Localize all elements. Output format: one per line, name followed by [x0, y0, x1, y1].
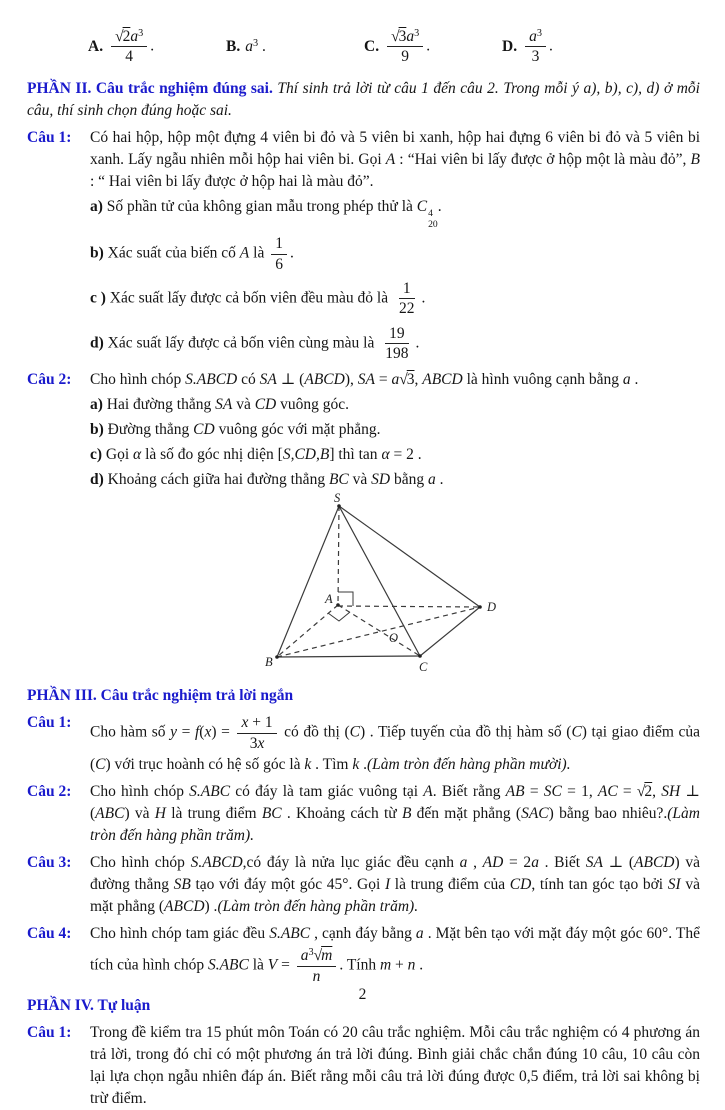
text-run: vuông góc. [276, 396, 350, 414]
part2-header [27, 78, 700, 122]
text-run: Cho hình chóp [90, 371, 186, 389]
center-label-o: O [389, 631, 399, 646]
text-run: a [300, 947, 309, 965]
text-run: : “ Hai viên bi lấy được ở hộp hai là màu đỏ”. [90, 172, 374, 190]
text-run: . [426, 37, 431, 55]
text-run: . Khoảng cách từ [281, 805, 402, 823]
text-run: SH [661, 783, 681, 801]
text-run: C [571, 723, 582, 741]
text-run: Xác suất lấy được cả bốn viên cùng màu là [103, 334, 379, 352]
superscript: 4 [428, 208, 433, 220]
text-run: SA [585, 854, 603, 872]
answer-option-b-label: B. [226, 37, 241, 55]
part3-question-2 [27, 781, 700, 847]
text-run: . [435, 471, 444, 489]
text-run: a [406, 28, 415, 45]
text-run: 6 [275, 255, 283, 273]
text-run: = [277, 956, 294, 974]
text-run: 3 [531, 48, 540, 66]
text-run: n [312, 967, 321, 985]
text-run: a) [90, 396, 103, 414]
text-run: k [304, 756, 312, 774]
text-run: a [459, 854, 468, 872]
answer-option-d-label: D. [502, 37, 518, 55]
part2-question-1-label: Câu 1: [27, 128, 72, 146]
vertex-label-a: A [325, 592, 333, 607]
radical-arg: 3 [398, 28, 407, 45]
sup-sub [428, 208, 438, 230]
fraction [271, 234, 287, 274]
part3-question-1-label: Câu 1: [27, 714, 72, 732]
part3-question-1 [27, 712, 700, 776]
text-run: B [690, 150, 700, 168]
fraction-denominator [309, 967, 325, 986]
fraction [395, 279, 419, 319]
text-run: d) [90, 334, 104, 352]
part3-question-4 [27, 923, 700, 987]
text-run: = [617, 783, 637, 801]
text-run: . Mặt bên tạo với mặt đáy một góc 60°. Thể tích của hình chóp [90, 925, 700, 974]
text-run: PHẦN II. Câu trắc nghiệm đúng sai. [27, 79, 273, 97]
fraction-denominator [121, 47, 137, 66]
text-run: . Biết [538, 854, 586, 872]
text-run: là trung điểm của [390, 876, 510, 894]
question-text [90, 712, 700, 776]
subscript: 20 [428, 219, 438, 231]
text-run: Gọi [102, 446, 134, 464]
statement-c [90, 444, 700, 466]
text-run: f [194, 723, 200, 741]
fraction-numerator [387, 27, 423, 47]
part2-question-2 [27, 369, 700, 491]
text-run: a [415, 925, 424, 943]
text-run: Xác suất của biến cố [103, 244, 240, 262]
fraction-numerator [237, 713, 276, 733]
text-run: 1 [275, 235, 283, 253]
text-run: α [381, 446, 390, 464]
text-run: , [652, 783, 662, 801]
text-run: Hai đường thẳng [102, 396, 216, 414]
text-run: = [374, 371, 392, 389]
text-run: AB [505, 783, 525, 801]
text-run: và [348, 471, 372, 489]
text-run: ) . [204, 898, 218, 916]
text-run: , [414, 371, 423, 389]
text-run: Cho hình chóp tam giác đều [90, 925, 270, 943]
text-run: SI [667, 876, 681, 894]
text-run: A [423, 783, 433, 801]
superscript: 3 [252, 37, 259, 49]
answer-option-a [88, 26, 226, 68]
part4-question-1-label: Câu 1: [27, 1023, 72, 1041]
statement-b [90, 419, 700, 441]
fraction-numerator [385, 324, 409, 344]
part2-question-2-label: Câu 2: [27, 371, 72, 389]
text-run: S,CD,B [282, 446, 330, 464]
fraction-denominator [528, 47, 544, 66]
text-run: Cho hình chóp [90, 783, 190, 801]
text-run: là [249, 244, 269, 262]
text-run: ) tại giao điểm của ( [90, 723, 701, 774]
superscript: 3 [414, 27, 420, 39]
text-run: , cạnh đáy bằng [310, 925, 416, 943]
radical-sign: √ [115, 28, 123, 45]
text-run: là hình vuông cạnh bằng [462, 371, 623, 389]
fraction [387, 27, 423, 67]
page-number: 2 [358, 986, 367, 1003]
question-text [90, 1022, 700, 1110]
text-run: = 2 . [389, 446, 422, 464]
text-run: c) [90, 446, 103, 464]
text-run: + [391, 956, 408, 974]
radical-sign: √ [399, 371, 407, 389]
text-run: tạo với đáy một góc 45°. Gọi [190, 876, 385, 894]
text-run: ⊥ ( [90, 783, 701, 823]
text-run: y [170, 723, 177, 741]
text-run: Có hai hộp, hộp một đựng 4 viên bi đỏ và 5 viên bi xanh, hộp hai đựng 6 viên bi đỏ và 5 viên bi xanh. Lấy ngẫu nhiên mỗi hộp hai viên bi. Gọi [90, 128, 700, 168]
part2-question-1 [27, 127, 700, 365]
answer-option-c [364, 26, 502, 68]
text-run: ) = [211, 723, 235, 741]
text-run: = [524, 783, 544, 801]
answer-options-row [88, 26, 700, 68]
fraction [237, 713, 276, 753]
text-run: Xác suất lấy được cả bốn viên đều màu đỏ là [105, 289, 392, 307]
text-run: 9 [401, 48, 410, 66]
text-run: , tính tan góc tạo bởi [531, 876, 668, 894]
text-run: C [95, 756, 106, 774]
text-run: d) [90, 471, 104, 489]
superscript: 3 [536, 27, 542, 39]
text-run: ) . Tiếp tuyến của đồ thị hàm số ( [359, 723, 572, 741]
radical-arg: 2 [122, 28, 131, 45]
text-run: vuông góc với mặt phẳng. [214, 421, 381, 439]
text-run: và [232, 396, 255, 414]
question-text [90, 369, 700, 391]
text-run: ABCD [422, 371, 463, 389]
radical-sign: √ [391, 28, 399, 45]
statement-d [90, 469, 700, 491]
text-run: 198 [385, 345, 409, 362]
text-run: SA [259, 371, 277, 389]
statement-a [90, 196, 700, 230]
vertex-label-d: D [487, 600, 497, 615]
question-text [90, 852, 700, 918]
answer-option-b [226, 36, 364, 58]
text-run: CD [193, 421, 215, 439]
text-run: Cho hình chóp [90, 854, 191, 872]
text-run: ] [329, 446, 335, 464]
text-run: S.ABCD [185, 371, 238, 389]
answer-option-d [502, 26, 640, 68]
text-run: Trong đề kiểm tra 15 phút môn Toán có 20 câu trắc nghiệm. Mỗi câu trắc nghiệm có 4 phương án trả lời, trong đó chỉ có một phương án trả lời đúng. Bình giải chắc chắn đúng 10 câu, 10 câu còn lại lựa chọn ngẫu nhiên đáp án. Biết rằng mỗi câu trả lời đúng được 0,5 điểm, trả lời sai không bị trừ điểm. [90, 1023, 700, 1107]
text-run: 22 [398, 300, 415, 318]
text-run: Đường thẳng [103, 421, 194, 439]
pyramid-svg [223, 493, 535, 677]
text-run: + 1 [248, 714, 273, 732]
text-run: H [154, 805, 166, 823]
text-run: BC [328, 471, 349, 489]
text-run: a [531, 854, 539, 872]
fraction [111, 27, 147, 67]
answer-option-a-label: A. [88, 37, 104, 55]
text-run: a [428, 471, 436, 489]
square-root [115, 28, 130, 45]
text-run: = 2 [503, 854, 532, 872]
text-run: B [401, 805, 412, 823]
part2-question-2-body [90, 369, 700, 491]
text-run: a [622, 371, 631, 389]
text-run: x [241, 714, 249, 732]
pyramid-figure [223, 493, 535, 677]
text-run: . [258, 37, 266, 55]
square-root [314, 947, 333, 964]
text-run: ⊥ ( [602, 854, 635, 872]
answer-option-d-formula [522, 26, 553, 68]
fraction-numerator [399, 279, 415, 299]
text-run: 3 [249, 734, 258, 752]
text-run: 19 [389, 324, 405, 342]
text-run: SA [357, 371, 375, 389]
text-run: bằng [390, 471, 428, 489]
text-run: . Tính [339, 956, 380, 974]
text-run: ABCD [304, 371, 345, 389]
text-run: (Làm tròn đến hàng phần mười). [366, 756, 571, 774]
text-run: Thí sinh trả lời từ câu 1 đến câu 2. Trong mỗi ý a), b), c), d) ở mỗi câu, thí sinh chọn đúng hoặc sai. [27, 79, 700, 119]
text-run: ABC [95, 805, 125, 823]
text-run: và mặt phẳng ( [90, 876, 700, 916]
answer-option-a-formula [108, 26, 154, 68]
text-run: , [467, 854, 483, 872]
text-run: a [391, 371, 400, 389]
text-run: = [177, 723, 195, 741]
text-run: CD [509, 876, 532, 894]
question-text [90, 781, 700, 847]
text-run: ) với trục hoành có hệ số góc là [105, 756, 305, 774]
text-run: . [359, 756, 367, 774]
text-run: b) [90, 244, 104, 262]
radical-sign: √ [313, 947, 322, 965]
text-run: là [248, 956, 268, 974]
text-run: V [267, 956, 278, 974]
question-text [90, 127, 700, 193]
fraction-denominator [271, 255, 287, 274]
text-run: ) bằng bao nhiêu?. [548, 805, 668, 823]
text-run: c ) [90, 289, 106, 307]
text-run: b) [90, 421, 104, 439]
text-run: Cho hàm số [90, 723, 171, 741]
text-run: k [352, 756, 360, 774]
text-run: thì tan [334, 446, 382, 464]
text-run: A [239, 244, 250, 262]
text-run: 4 [125, 48, 134, 66]
text-run: Số phần tử của không gian mẫu trong phép thử là [102, 197, 417, 215]
text-run: ⊥ ( [276, 371, 305, 389]
radical-arg: 2 [644, 783, 653, 801]
square-root [637, 783, 652, 800]
text-run: S.ABCD [190, 854, 243, 872]
text-run: . [289, 244, 294, 262]
text-run: là số đo góc nhị diện [141, 446, 278, 464]
fraction-denominator [381, 344, 412, 363]
text-run: (Làm tròn đến hàng phần trăm). [217, 898, 419, 916]
text-run: đến mặt phẳng ( [411, 805, 522, 823]
part3-header: PHẦN III. Câu trắc nghiệm trả lời ngắn [27, 687, 294, 705]
fraction-numerator [297, 946, 337, 966]
radical-sign: √ [636, 783, 645, 801]
text-run: 1 [402, 279, 411, 297]
text-run: là trung điểm [165, 805, 262, 823]
superscript: 3 [308, 947, 314, 959]
part3-question-2-label: Câu 2: [27, 783, 72, 801]
fraction [297, 946, 337, 986]
text-run: AD [482, 854, 504, 872]
text-run: SA [215, 396, 233, 414]
text-run: I [384, 876, 391, 894]
text-run: ABCD [634, 854, 675, 872]
text-run: : “Hai viên bi lấy được ở hộp một là màu đỏ”, [395, 150, 691, 168]
text-run: . [548, 37, 553, 55]
radical-arg: m [321, 947, 333, 965]
text-run: có [237, 371, 260, 389]
text-run: có đáy là tam giác vuông tại [230, 783, 424, 801]
statement-d [90, 323, 700, 365]
answer-option-c-label: C. [364, 37, 380, 55]
text-run: A [385, 150, 396, 168]
part3-question-3 [27, 852, 700, 918]
vertex-label-c: C [419, 660, 428, 675]
text-run: CD [254, 396, 277, 414]
text-run: a [529, 28, 537, 45]
text-run: có đồ thị ( [279, 723, 350, 741]
statement-a [90, 394, 700, 416]
part4-question-1 [27, 1022, 700, 1110]
text-run: . [630, 371, 639, 389]
vertex-label-b: B [265, 655, 273, 670]
text-run: . Biết rằng [432, 783, 506, 801]
answer-option-b-formula [245, 36, 266, 58]
text-run: . [150, 37, 155, 55]
fraction-numerator [271, 234, 287, 254]
part3-question-4-label: Câu 4: [27, 925, 72, 943]
answer-option-c-formula [384, 26, 430, 68]
text-run: m [379, 956, 392, 974]
text-run: = 1, [561, 783, 598, 801]
fraction-denominator [397, 47, 413, 66]
fraction [381, 324, 412, 364]
text-run: SB [173, 876, 191, 894]
text-run: ), [344, 371, 358, 389]
square-root [399, 371, 414, 388]
text-run: ) và [124, 805, 155, 823]
text-run: x [204, 723, 212, 741]
square-root [391, 28, 406, 45]
text-run: ,có đáy là nửa lục giác đều cạnh [242, 854, 460, 872]
text-run: SD [371, 471, 391, 489]
text-run: S.ABC [269, 925, 311, 943]
statement-c [90, 278, 700, 320]
fraction-numerator [525, 27, 546, 47]
text-run: BC [261, 805, 282, 823]
fraction-denominator [246, 734, 269, 753]
text-run: SC [543, 783, 562, 801]
text-run: . [421, 289, 426, 307]
fraction-denominator [395, 299, 419, 318]
radical-arg: 3 [406, 371, 415, 389]
text-run: a) [90, 197, 103, 215]
superscript: 3 [138, 27, 144, 39]
text-run: . [437, 197, 442, 215]
text-run: ( [199, 723, 205, 741]
text-run: S.ABC [207, 956, 249, 974]
text-run: . [415, 334, 420, 352]
text-run: a [130, 28, 139, 45]
part3-question-3-label: Câu 3: [27, 854, 72, 872]
text-run: S.ABC [189, 783, 231, 801]
text-run: n [407, 956, 416, 974]
text-run: C [416, 197, 428, 215]
question-text [90, 923, 700, 987]
text-run: α [133, 446, 142, 464]
text-run: ABCD [164, 898, 205, 916]
text-run: AC [597, 783, 618, 801]
part4-header: PHẦN IV. Tự luận [27, 996, 151, 1014]
text-run: ) và đường thẳng [90, 854, 700, 894]
text-run: SAC [521, 805, 549, 823]
text-run: [ [277, 446, 283, 464]
text-run: Khoảng cách giữa hai đường thẳng [103, 471, 329, 489]
text-run: (Làm tròn đến hàng phần trăm). [90, 805, 700, 845]
statement-b [90, 233, 700, 275]
text-run: x [257, 734, 265, 752]
text-run: C [349, 723, 360, 741]
vertex-label-s: S [334, 493, 341, 506]
fraction-numerator [111, 27, 147, 47]
text-run: . Tìm [311, 756, 353, 774]
text-run: . [415, 956, 424, 974]
part2-question-1-body [90, 127, 700, 365]
text-run: a [245, 37, 253, 55]
fraction [525, 27, 546, 67]
